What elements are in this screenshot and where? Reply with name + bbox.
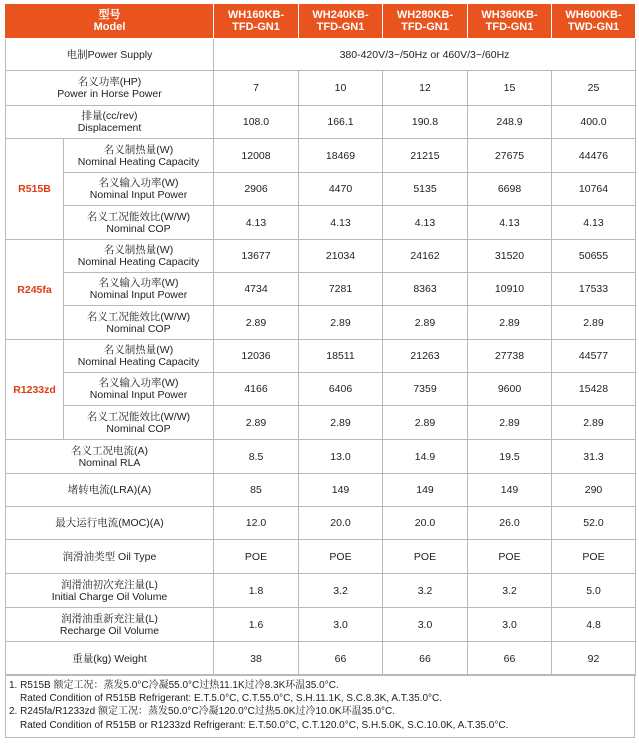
displacement-row	[6, 106, 636, 139]
cell: 19.5	[468, 440, 552, 474]
r245fa-cop-row	[6, 306, 636, 340]
footnote-1-cn: 1. R515B 额定工况：蒸发5.0°C冷凝55.0°C过热11.1K过冷8.3K环温35.0°C.	[9, 680, 339, 691]
r245fa-input-row	[6, 273, 636, 306]
cell: 2906	[214, 173, 299, 206]
power-supply-value: 380-420V/3~/50Hz or 460V/3~/60Hz	[214, 39, 636, 71]
header-row	[6, 4, 636, 39]
r1233zd-cop-row	[6, 406, 636, 440]
cell: 4470	[299, 173, 383, 206]
cell: 2.89	[299, 406, 383, 440]
cell: 8363	[383, 273, 468, 306]
cell: 10	[299, 71, 383, 106]
cell: 7	[214, 71, 299, 106]
refrigerant-label-r515b: R515B	[6, 139, 64, 240]
cell: 15428	[552, 373, 636, 406]
cell: 8.5	[214, 440, 299, 474]
row-label: 电制Power Supply	[6, 39, 214, 71]
row-label: 最大运行电流(MOC)(A)	[6, 507, 214, 540]
cell: 1.8	[214, 574, 299, 608]
cell: 21215	[383, 139, 468, 173]
cell: 44577	[552, 340, 636, 373]
cell: 92	[552, 642, 636, 676]
cell: 4166	[214, 373, 299, 406]
model-header-cn: 型号	[98, 9, 121, 21]
cell: 4.8	[552, 608, 636, 642]
r245fa-heating-row	[6, 240, 636, 273]
cell: 9600	[468, 373, 552, 406]
cell: 400.0	[552, 106, 636, 139]
cell: 5135	[383, 173, 468, 206]
row-label: 重量(kg) Weight	[6, 642, 214, 676]
power-supply-row	[6, 39, 636, 71]
weight-row	[6, 642, 636, 676]
cell: POE	[383, 540, 468, 574]
cell: 12.0	[214, 507, 299, 540]
refrigerant-label-r1233zd: R1233zd	[6, 340, 64, 440]
cell: 44476	[552, 139, 636, 173]
row-label: 名义制热量(W) Nominal Heating Capacity	[64, 139, 214, 173]
cell: 31520	[468, 240, 552, 273]
hp-row	[6, 71, 636, 106]
row-label: 润滑油重新充注量(L) Recharge Oil Volume	[6, 608, 214, 642]
cell: 66	[468, 642, 552, 676]
cell: 7359	[383, 373, 468, 406]
cell: 6406	[299, 373, 383, 406]
row-label: 名义工况能效比(W/W) Nominal COP	[64, 306, 214, 340]
model-col-5: WH600KB- TWD-GN1	[552, 4, 636, 39]
rla-row	[6, 440, 636, 474]
cell: 4.13	[383, 206, 468, 240]
model-col-4: WH360KB- TFD-GN1	[468, 4, 552, 39]
cell: 26.0	[468, 507, 552, 540]
cell: 4.13	[299, 206, 383, 240]
cell: 2.89	[299, 306, 383, 340]
row-label: 排量(cc/rev) Displacement	[6, 106, 214, 139]
cell: 3.2	[383, 574, 468, 608]
cell: POE	[468, 540, 552, 574]
cell: 85	[214, 474, 299, 507]
row-label: 名义制热量(W) Nominal Heating Capacity	[64, 340, 214, 373]
footnote-2-cn: 2. R245fa/R1233zd 额定工况：蒸发50.0°C冷凝120.0°C过热5.0K过冷10.0K环温35.0°C.	[9, 706, 396, 718]
cell: 21263	[383, 340, 468, 373]
r515b-heating-row	[6, 139, 636, 173]
cell: 4.13	[468, 206, 552, 240]
cell: 108.0	[214, 106, 299, 139]
row-label: 名义制热量(W) Nominal Heating Capacity	[64, 240, 214, 273]
cell: 52.0	[552, 507, 636, 540]
cell: 14.9	[383, 440, 468, 474]
cell: 18469	[299, 139, 383, 173]
moc-row	[6, 507, 636, 540]
row-label: 堵转电流(LRA)(A)	[6, 474, 214, 507]
cell: 31.3	[552, 440, 636, 474]
cell: 6698	[468, 173, 552, 206]
cell: 3.2	[299, 574, 383, 608]
model-col-2: WH240KB- TFD-GN1	[299, 4, 383, 39]
cell: 13.0	[299, 440, 383, 474]
model-header	[6, 4, 214, 39]
cell: 149	[383, 474, 468, 507]
cell: POE	[214, 540, 299, 574]
cell: 190.8	[383, 106, 468, 139]
footnote-1-en: Rated Condition of R515B Refrigerant: E.T.5.0°C, C.T.55.0°C, S.H.11.1K, S.C.8.3K, A.T.35.0°C.	[20, 693, 443, 705]
cell: 4.13	[552, 206, 636, 240]
cell: 290	[552, 474, 636, 507]
cell: 21034	[299, 240, 383, 273]
row-label: 名义输入功率(W) Nominal Input Power	[64, 273, 214, 306]
cell: 4.13	[214, 206, 299, 240]
cell: 3.0	[383, 608, 468, 642]
cell: 10764	[552, 173, 636, 206]
cell: 3.0	[468, 608, 552, 642]
row-label: 润滑油类型 Oil Type	[6, 540, 214, 574]
r1233zd-input-row	[6, 373, 636, 406]
cell: 12036	[214, 340, 299, 373]
cell: 20.0	[299, 507, 383, 540]
cell: 24162	[383, 240, 468, 273]
r515b-cop-row	[6, 206, 636, 240]
footnotes	[5, 674, 635, 738]
cell: 3.0	[299, 608, 383, 642]
cell: POE	[552, 540, 636, 574]
row-label: 润滑油初次充注量(L) Initial Charge Oil Volume	[6, 574, 214, 608]
cell: 12	[383, 71, 468, 106]
row-label: 名义工况电流(A) Nominal RLA	[6, 440, 214, 474]
cell: 2.89	[383, 406, 468, 440]
row-label: 名义工况能效比(W/W) Nominal COP	[64, 206, 214, 240]
cell: 12008	[214, 139, 299, 173]
cell: 20.0	[383, 507, 468, 540]
cell: 27675	[468, 139, 552, 173]
cell: 15	[468, 71, 552, 106]
row-label: 名义功率(HP) Power in Horse Power	[6, 71, 214, 106]
refrigerant-label-r245fa: R245fa	[6, 240, 64, 340]
cell: 66	[299, 642, 383, 676]
r515b-input-row	[6, 173, 636, 206]
cell: 3.2	[468, 574, 552, 608]
cell: 17533	[552, 273, 636, 306]
cell: 149	[468, 474, 552, 507]
cell: 10910	[468, 273, 552, 306]
lra-row	[6, 474, 636, 507]
cell: 149	[299, 474, 383, 507]
initial-oil-row	[6, 574, 636, 608]
cell: POE	[299, 540, 383, 574]
cell: 2.89	[214, 306, 299, 340]
spec-table	[5, 3, 636, 676]
cell: 1.6	[214, 608, 299, 642]
cell: 2.89	[468, 306, 552, 340]
cell: 38	[214, 642, 299, 676]
cell: 13677	[214, 240, 299, 273]
row-label: 名义输入功率(W) Nominal Input Power	[64, 173, 214, 206]
cell: 2.89	[468, 406, 552, 440]
cell: 166.1	[299, 106, 383, 139]
cell: 248.9	[468, 106, 552, 139]
cell: 2.89	[552, 406, 636, 440]
footnote-2-en: Rated Condition of R515B or R1233zd Refrigerant: E.T.50.0°C, C.T.120.0°C, S.H.5.0K, S.C.10.0K, A.T.35.0°C.	[20, 719, 509, 731]
cell: 2.89	[552, 306, 636, 340]
model-col-1: WH160KB- TFD-GN1	[214, 4, 299, 39]
model-header-en: Model	[93, 21, 126, 33]
cell: 50655	[552, 240, 636, 273]
row-label: 名义输入功率(W) Nominal Input Power	[64, 373, 214, 406]
model-col-3: WH280KB- TFD-GN1	[383, 4, 468, 39]
row-label: 名义工况能效比(W/W) Nominal COP	[64, 406, 214, 440]
cell: 2.89	[383, 306, 468, 340]
cell: 66	[383, 642, 468, 676]
cell: 7281	[299, 273, 383, 306]
r1233zd-heating-row	[6, 340, 636, 373]
cell: 2.89	[214, 406, 299, 440]
cell: 18511	[299, 340, 383, 373]
cell: 25	[552, 71, 636, 106]
cell: 5.0	[552, 574, 636, 608]
recharge-oil-row	[6, 608, 636, 642]
cell: 27738	[468, 340, 552, 373]
oil-type-row	[6, 540, 636, 574]
cell: 4734	[214, 273, 299, 306]
